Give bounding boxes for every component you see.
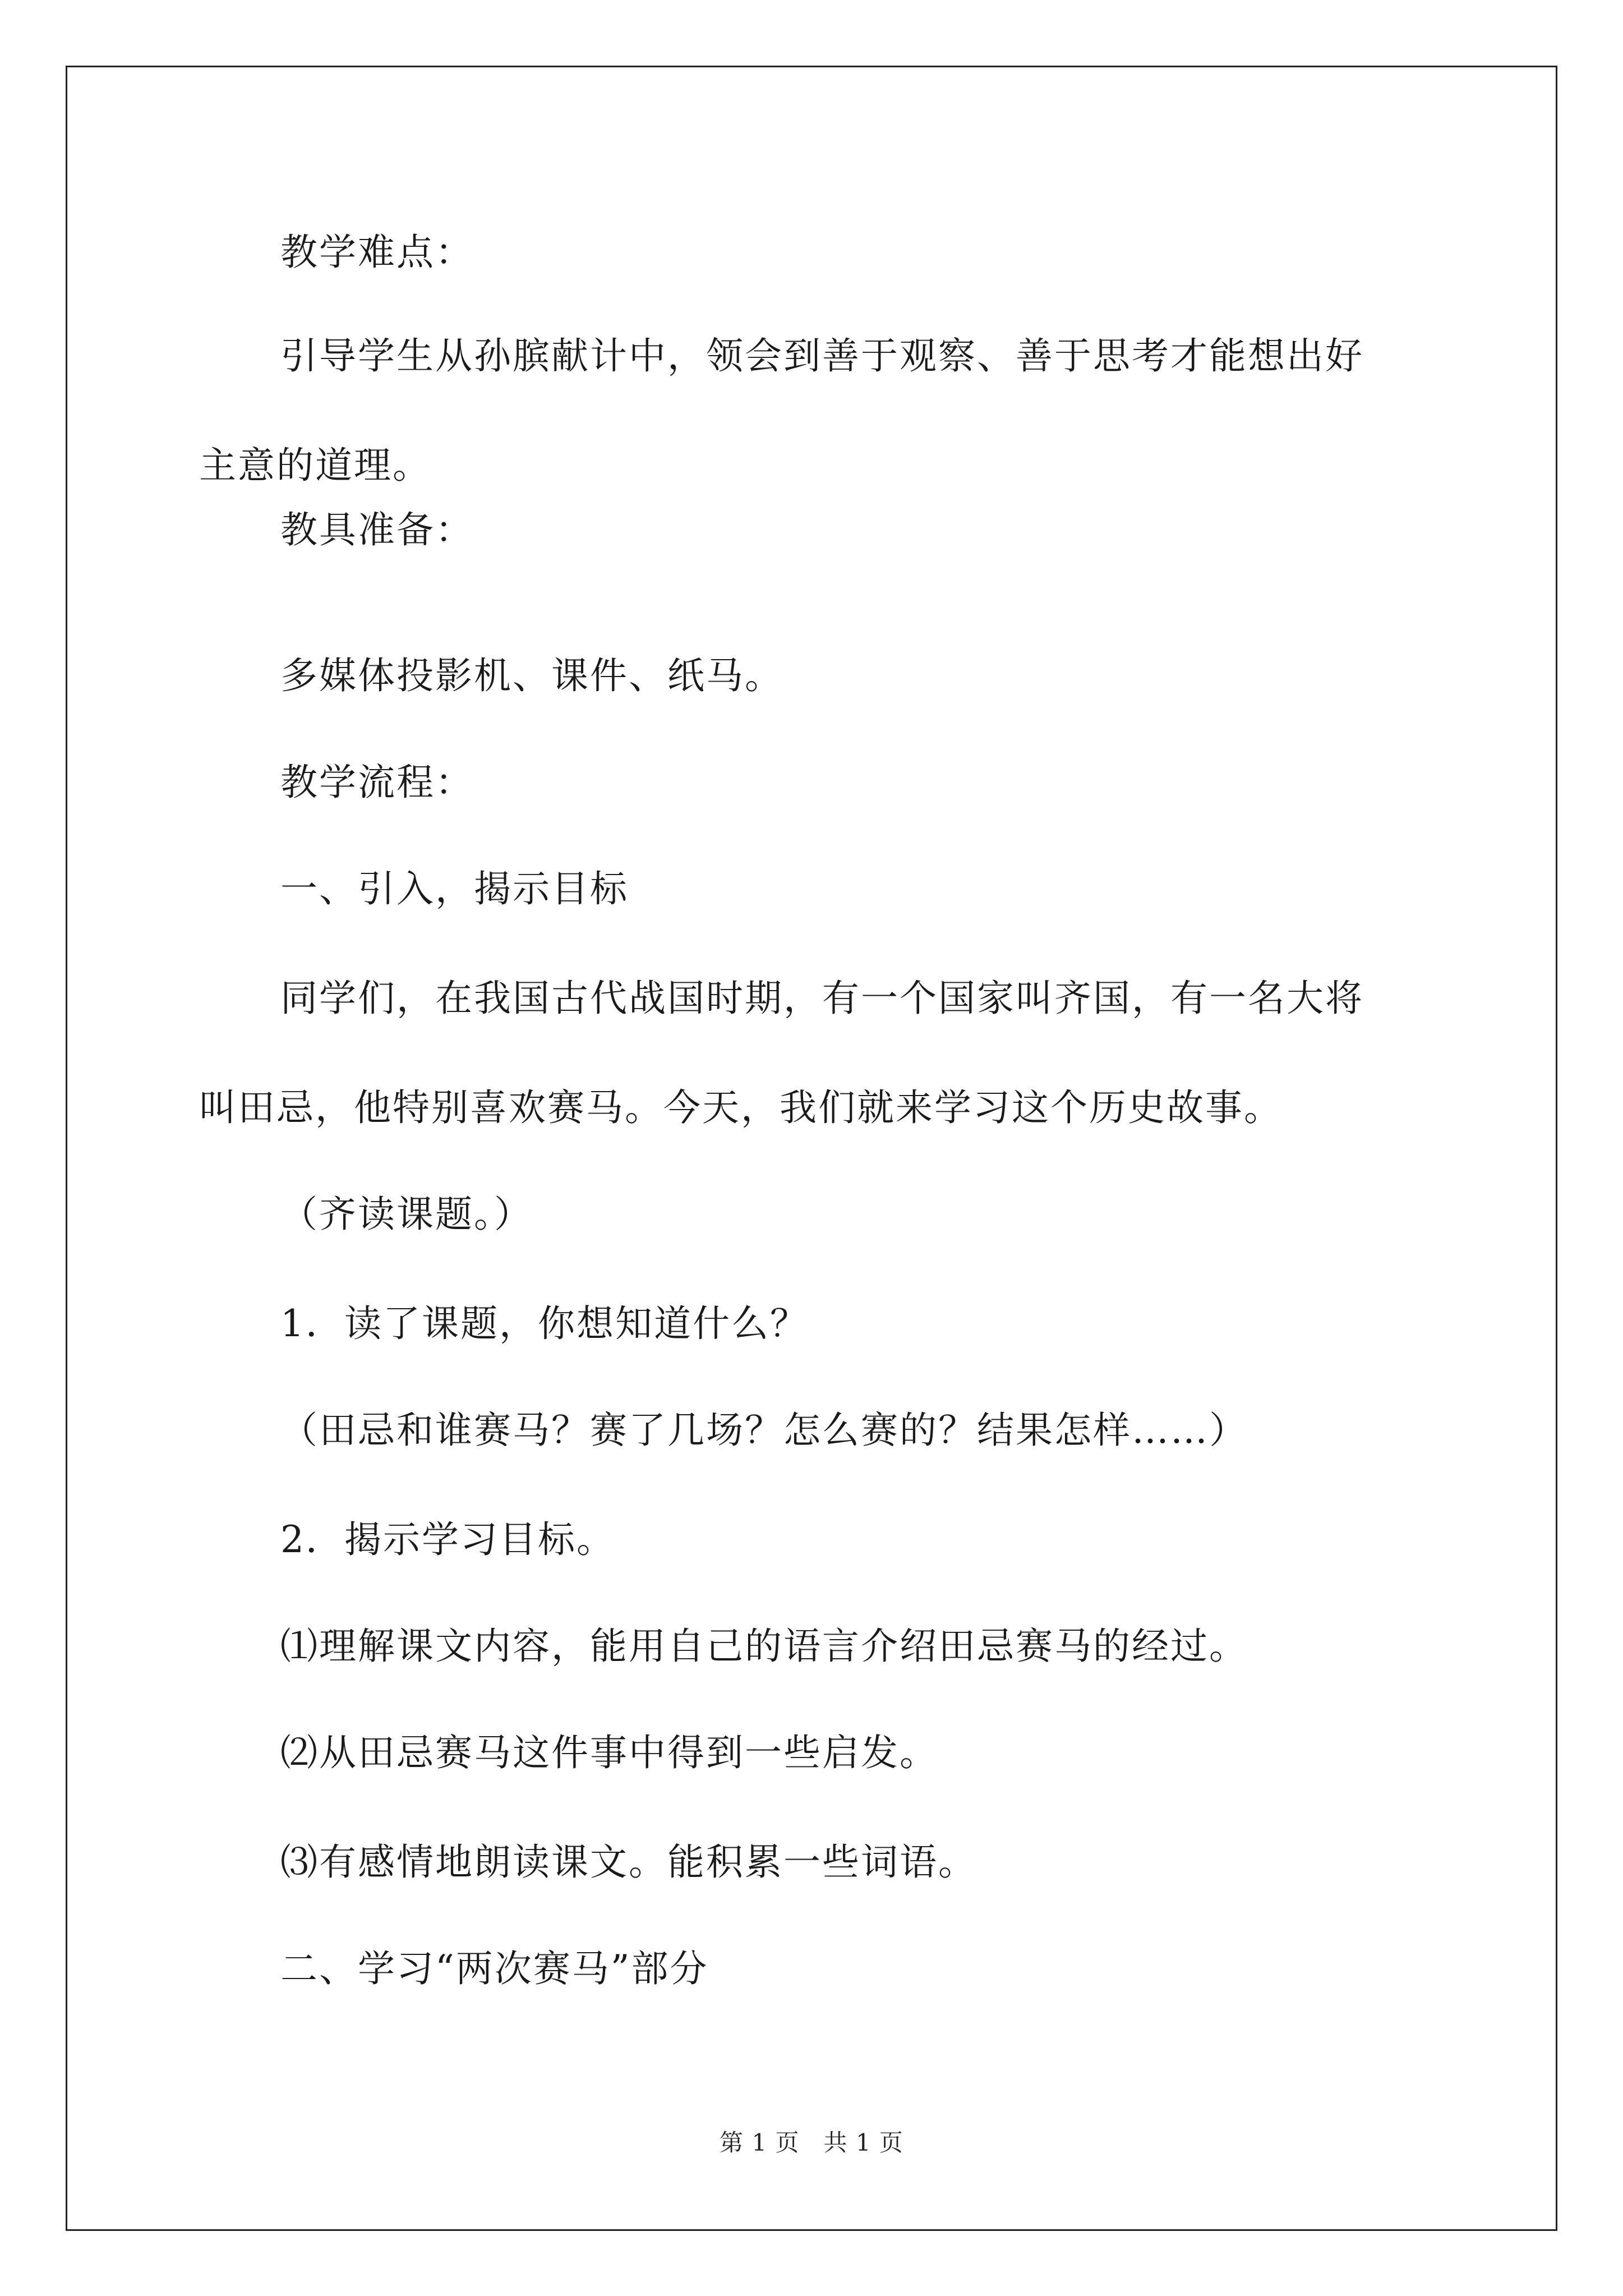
paragraph-line: 叫田忌，他特别喜欢赛马。今天，我们就来学习这个历史故事。	[199, 1086, 1283, 1129]
heading-teaching-difficulty: 教学难点：	[280, 231, 474, 274]
paragraph-line: （齐读课题。）	[280, 1193, 533, 1236]
objective-item-1: ⑴理解课文内容，能用自己的语言介绍田忌赛马的经过。	[280, 1625, 1248, 1668]
list-item-1: 1．读了课题，你想知道什么？	[280, 1302, 809, 1345]
paragraph-line: 多媒体投影机、课件、纸马。	[280, 654, 783, 697]
section-heading-1: 一、引入，揭示目标	[280, 867, 629, 910]
section-heading-2: 二、学习“两次赛马”部分	[280, 1947, 709, 1990]
paragraph-line: 主意的道理。	[199, 444, 431, 487]
list-item-2: 2．揭示学习目标。	[280, 1518, 615, 1561]
heading-teaching-aids: 教具准备：	[280, 508, 474, 551]
paragraph-line: （田忌和谁赛马？赛了几场？怎么赛的？结果怎样……）	[280, 1409, 1248, 1452]
heading-teaching-process: 教学流程：	[280, 761, 474, 804]
page-border	[66, 66, 1557, 2231]
page-footer: 第 1 页 共 1 页	[720, 2129, 903, 2156]
paragraph-line: 引导学生从孙膑献计中，领会到善于观察、善于思考才能想出好	[280, 334, 1364, 378]
paragraph-line: 同学们，在我国古代战国时期，有一个国家叫齐国，有一名大将	[280, 977, 1364, 1020]
objective-item-3: ⑶有感情地朗读课文。能积累一些词语。	[280, 1841, 977, 1884]
objective-item-2: ⑵从田忌赛马这件事中得到一些启发。	[280, 1731, 938, 1774]
